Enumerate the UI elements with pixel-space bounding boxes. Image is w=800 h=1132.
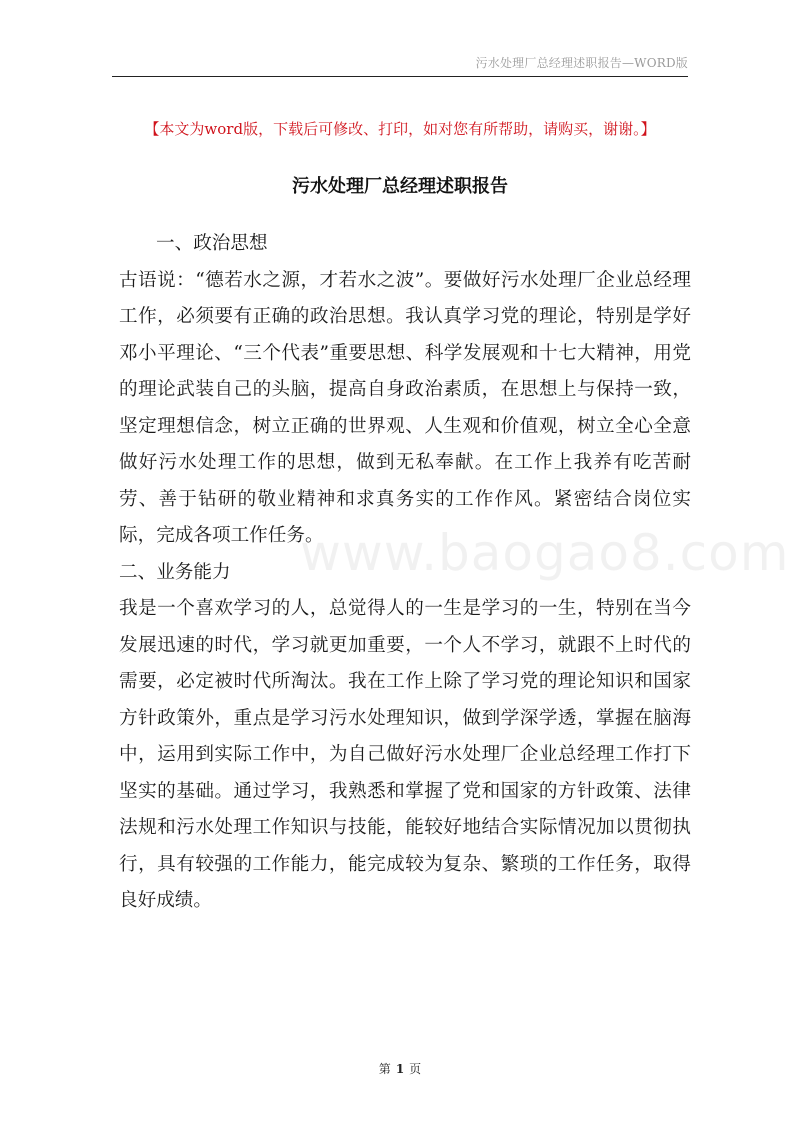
footer-prefix: 第 <box>378 1062 391 1076</box>
section-paragraph-ability: 我是一个喜欢学习的人，总觉得人的一生是学习的一生，特别在当今发展迅速的时代，学习就更加重要，一个人不学习，就跟不上时代的需要，必定被时代所淘汰。我在工作上除了学习党的理论知识和国家方针政策外，重点是学习污水处理知识，做到学深学透，掌握在脑海中，运用到实际工作中，为自己做好污水处理厂企业总经理工作打下坚实的基础。通过学习，我熟悉和掌握了党和国家的方针政策、法律法规和污水处理工作知识与技能，能较好地结合实际情况加以贯彻执行，具有较强的工作能力，能完成较为复杂、繁琐的工作任务，取得良好成绩。 <box>119 598 691 911</box>
footer-suffix: 页 <box>409 1062 422 1076</box>
section-heading-ability: 二、业务能力 <box>119 561 231 583</box>
purchase-notice: 【本文为word版，下载后可修改、打印，如对您有所帮助，请购买，谢谢。】 <box>144 120 656 138</box>
running-header: 污水处理厂总经理述职报告—WORD版 <box>475 56 688 70</box>
section-heading-politics: 一、政治思想 <box>156 233 268 254</box>
page-number: 1 <box>395 1062 405 1076</box>
page-footer <box>0 1060 800 1077</box>
section-paragraph-politics: 古语说：“德若水之源，才若水之波”。要做好污水处理厂企业总经理工作，必须要有正确的政治思想。我认真学习党的理论，特别是学好邓小平理论、“三个代表”重要思想、科学发展观和十七大精神，用党的理论武装自己的头脑，提高自身政治素质，在思想上与保持一致，坚定理想信念，树立正确的世界观、人生观和价值观，树立全心全意做好污水处理工作的思想，做到无私奉献。在工作上我养有吃苦耐劳、善于钻研的敬业精神和求真务实的工作作风。紧密结合岗位实际，完成各项工作任务。 <box>119 269 691 546</box>
watermark: www.baogao8.com <box>300 524 790 582</box>
header-divider <box>112 76 688 77</box>
document-title: 污水处理厂总经理述职报告 <box>292 176 508 197</box>
document-body <box>119 226 691 920</box>
